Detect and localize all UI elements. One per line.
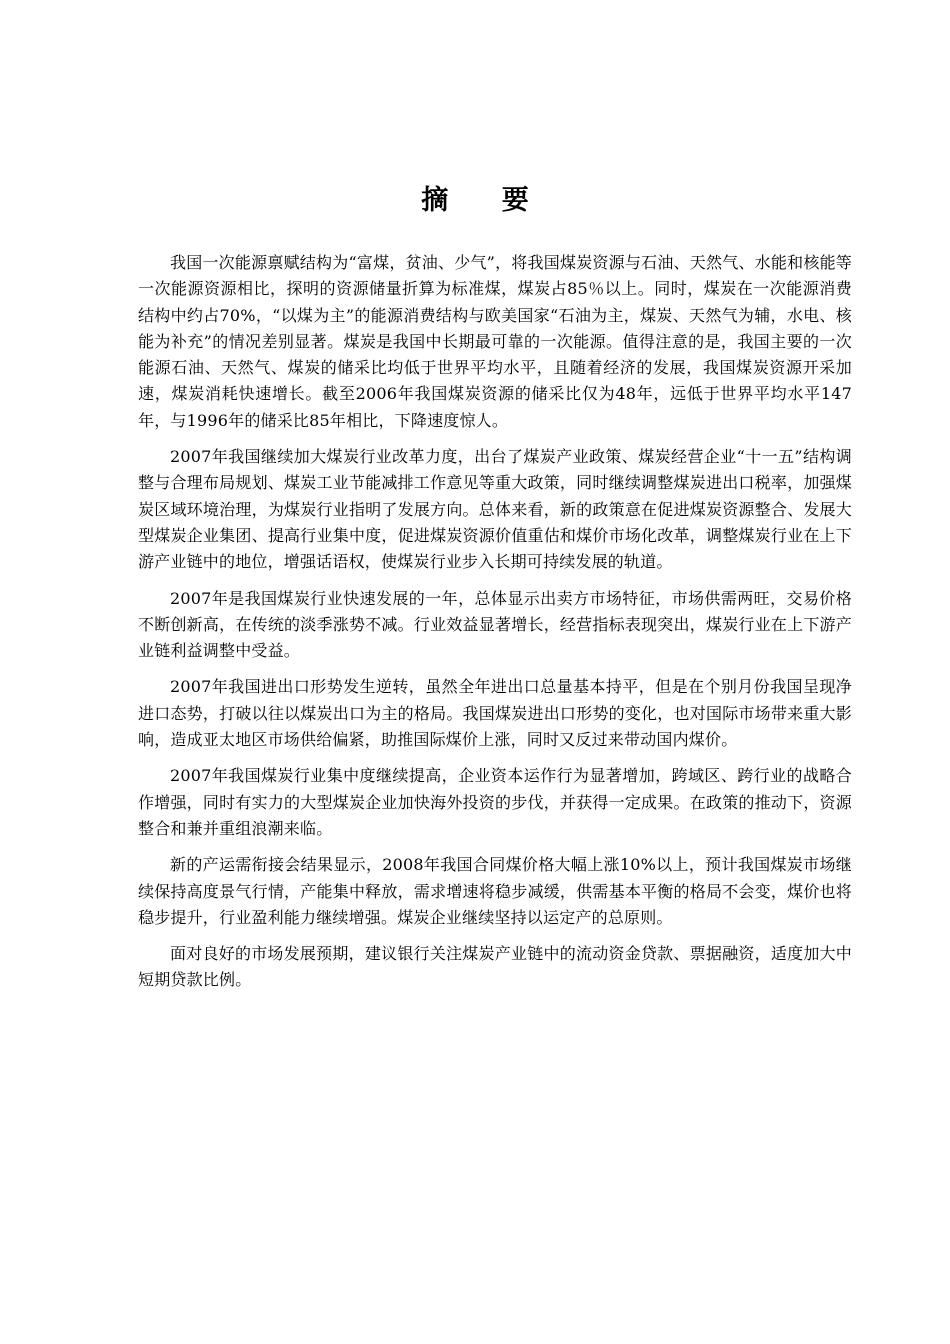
- paragraph: 2007年我国煤炭行业集中度继续提高，企业资本运作行为显著增加，跨域区、跨行业的战略合作增强，同时有实力的大型煤炭企业加快海外投资的步伐，并获得一定成果。在政策的推动下，资源整合和兼并重组浪潮来临。: [138, 766, 852, 838]
- paragraph: 2007年我国进出口形势发生逆转，虽然全年进出口总量基本持平，但是在个别月份我国呈现净进口态势，打破以往以煤炭出口为主的格局。我国煤炭进出口形势的变化，也对国际市场带来重大影响，造成亚太地区市场供给偏紧，助推国际煤价上涨，同时又反过来带动国内煤价。: [138, 677, 852, 750]
- paragraph: 2007年我国继续加大煤炭行业改革力度，出台了煤炭产业政策、煤炭经营企业“十一五”结构调整与合理布局规划、煤炭工业节能减排工作意见等重大政策，同时继续调整煤炭进出口税率，加强煤炭区域环境治理，为煤炭行业指明了发展方向。总体来看，新的政策意在促进煤炭资源整合、发展大型煤炭企业集团、提高行业集中度，促进煤炭资源价值重估和煤价市场化改革，调整煤炭行业在上下游产业链中的地位，增强话语权，使煤炭行业步入长期可持续发展的轨道。: [138, 447, 852, 572]
- paragraph: 新的产运需衔接会结果显示，2008年我国合同煤价格大幅上涨10%以上，预计我国煤炭市场继续保持高度景气行情，产能集中释放，需求增速将稳步减缓，供需基本平衡的格局不会变，煤价也将稳步提升，行业盈利能力继续增强。煤炭企业继续坚持以运定产的总原则。: [138, 855, 852, 927]
- abstract-body: [138, 250, 852, 1004]
- paragraph: 我国一次能源禀赋结构为“富煤，贫油、少气”，将我国煤炭资源与石油、天然气、水能和核能等一次能源资源相比，探明的资源储量折算为标准煤，煤炭占85％以上。同时，煤炭在一次能源消费结构中约占70%，“以煤为主”的能源消费结构与欧美国家“石油为主，煤炭、天然气为辅，水电、核能为补充”的情况差别显著。煤炭是我国中长期最可靠的一次能源。值得注意的是，我国主要的一次能源石油、天然气、煤炭的储采比均低于世界平均水平，且随着经济的发展，我国煤炭资源开采加速，煤炭消耗快速增长。截至2006年我国煤炭资源的储采比仅为48年，远低于世界平均水平147年，与1996年的储采比85年相比，下降速度惊人。: [138, 253, 852, 430]
- paragraph: 面对良好的市场发展预期，建议银行关注煤炭产业链中的流动资金贷款、票据融资，适度加大中短期贷款比例。: [138, 944, 852, 990]
- paragraph: 2007年是我国煤炭行业快速发展的一年，总体显示出卖方市场特征，市场供需两旺，交易价格不断创新高，在传统的淡季涨势不减。行业效益显著增长，经营指标表现突出，煤炭行业在上下游产业链利益调整中受益。: [138, 588, 852, 661]
- page-title: 摘 要: [421, 185, 551, 216]
